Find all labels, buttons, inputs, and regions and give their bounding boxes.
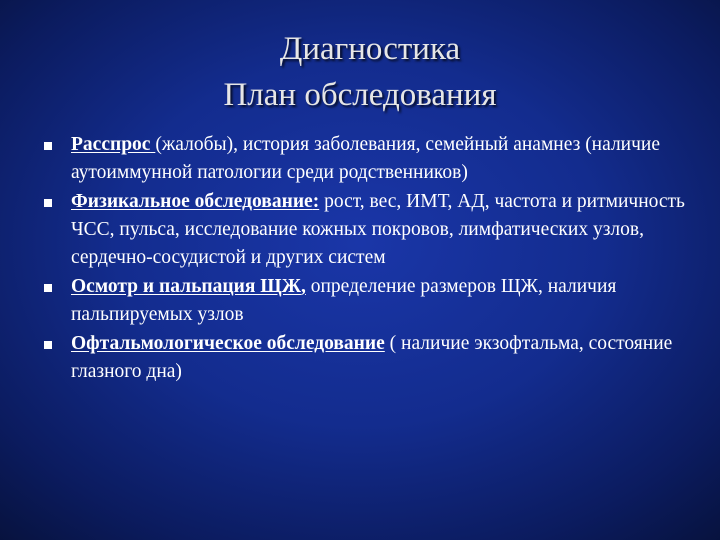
bullet-list — [0, 131, 720, 387]
bullet-item-thyroid-palpation — [0, 273, 720, 329]
bullet-text: ( наличие экзофтальма, состояние глазного дна) — [71, 333, 673, 382]
title-line-1: Диагностика — [279, 31, 461, 67]
bullet-item-physical-exam — [0, 188, 720, 272]
square-bullet-icon — [44, 341, 52, 349]
title-line-2: План обследования — [223, 77, 497, 113]
bullet-term: Офтальмологическое обследование — [71, 333, 385, 354]
bullet-term-separator: , — [300, 276, 306, 297]
bullet-text: рост, вес, ИМТ, АД, частота и ритмичность ЧСС, пульса, исследование кожных покровов, лимфатических узлов, сердечно-сосудистой и других систем — [71, 191, 685, 268]
square-bullet-icon — [44, 199, 52, 207]
bullet-item-history — [0, 131, 720, 187]
bullet-item-ophthalmology — [0, 330, 720, 386]
bullet-term-separator: : — [312, 191, 320, 212]
bullet-text: (жалобы), история заболевания, семейный анамнез (наличие аутоиммунной патологии среди родственников) — [71, 134, 661, 183]
bullet-text: определение размеров ЩЖ, наличия пальпируемых узлов — [71, 276, 617, 325]
bullet-term: Физикальное обследование — [71, 191, 313, 212]
bullet-term: Расспрос — [71, 134, 151, 155]
square-bullet-icon — [44, 142, 52, 150]
square-bullet-icon — [44, 284, 52, 292]
slide-title — [0, 26, 720, 118]
bullet-term: Осмотр и пальпация ЩЖ — [71, 276, 301, 297]
